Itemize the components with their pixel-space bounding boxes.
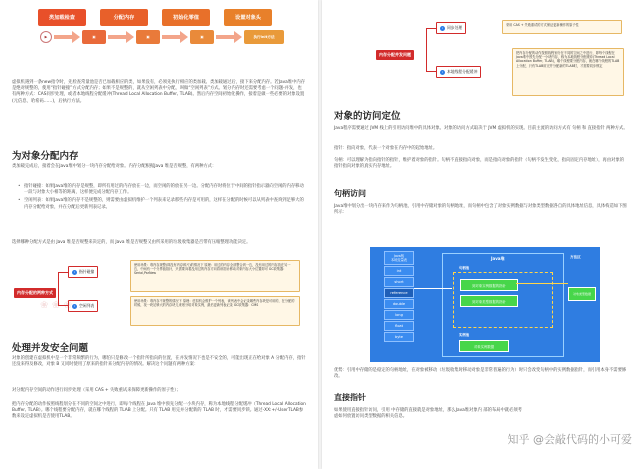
stack-cell: int	[384, 266, 414, 276]
stack-cell: byte	[384, 332, 414, 342]
stack-cell: short	[384, 277, 414, 287]
flow-step-set-header: 设置对象头	[224, 9, 272, 26]
mindmap-leaf-tlab: 把内存分配的动作按照线程划分在不同的空间之中进行，即每个线程在Java堆中预先分配一小块内存，称为本地线程分配缓冲(Thread Local Allocation Buffer, TLAB)，哪个线程要分配内存，就在哪个线程的TLAB上分配，只有TLAB用完并分配新的TLAB时，才需要同步锁定	[512, 48, 624, 96]
method-area-label: 方法区	[570, 255, 581, 259]
handle-pool-box	[453, 272, 553, 328]
info-icon: i	[72, 270, 77, 275]
flow-box-3: ▣	[190, 30, 214, 44]
flow-arrow-icon	[162, 31, 188, 43]
mindmap-leaf-pointer-bump: 使用场景：堆内存规整(即没有内存碎片)的情况下 原理：用过的内存全部整合到一边，没有用过的内存放在另一边，中间有一个分界值指针，只需要向着没用过的内存方向将该指针移动对象内存大小位置即可 GC收集器：Serial,ParNew	[130, 260, 300, 292]
concurrency-paragraph-2: 对分配内存空间的动作进行同步处理（采用 CAS + 失败重试来保障更新操作的原子性）；	[12, 388, 181, 393]
section-title-access: 对象的访问定位	[334, 111, 401, 122]
mindmap-leaf-sync: 采用 CAS + 失败重试的方式保证更新操作的原子性	[502, 20, 622, 34]
pointer-to-type: 到对象类型数据的指针	[460, 295, 518, 307]
mindmap-leaf-free-list: 使用场景：堆内存不规整的情况下 原理：虚拟机会维护一个列表，该列表中会记录哪些内存块是可用的，在分配的时候，找一块足够大的内存块儿来划分给对象实例，最后更新列表记录 GC收集器：CMS	[130, 296, 300, 326]
mindmap-node-free-list: i 空闲列表	[68, 300, 98, 312]
stack-title: Java栈 本地变量表	[384, 251, 414, 265]
concurrency-mindmap	[334, 10, 628, 100]
type-data-box: 对象类型数据	[568, 287, 596, 301]
flow-box-2: ▣	[136, 30, 160, 44]
flow-arrow-icon	[216, 31, 242, 43]
mindmap-root: 内存分配的两种方式	[14, 288, 56, 298]
watermark: ❀ ❀ ❀	[40, 300, 73, 311]
java-heap-area	[442, 253, 564, 357]
bullet-free-list: • 空闲列表：如果Java堆的内存不是规整的，则需要由虚拟机维护一个列表来记录那些内存是可用的，这样在分配的时候可以从列表中查询到足够大的内存分配给对象，并在分配后更新列表记录。	[18, 198, 306, 210]
instance-pool-label: 实例池	[459, 333, 470, 337]
bullet-pointer-bump: • 指针碰撞：如果Java堆的内存是规整，即所有用过的内存放在一边，而空闲的的放在另一边。分配内存时将位于中间的指针指示器向空闲的内存移动一段与对象大小相等的距离，这样便完成分配内存工作。	[18, 184, 306, 196]
flow-step-zero-init: 初始化零值	[162, 9, 210, 26]
mindmap-node-tlab: i 本地线程分配缓冲	[436, 66, 481, 78]
mindmap-root: 内存分配并发问题	[376, 50, 414, 60]
access-paragraph-1: Java程序需要通过 JVM 栈上的引用访问堆中的具体对象。对象的访问方式取决于 JVM 虚拟机的实现。目前主流的访问方式有 句柄 和 直接指针 两种方式。	[334, 126, 628, 131]
flow-step-allocate-memory: 分配内存	[100, 9, 148, 26]
access-paragraph-2: 指针：指向对象，代表一个对象在内存中的起始地址。	[334, 146, 438, 151]
handle-paragraph: Java堆中划分出一块内存来作为句柄池，引用中存储对象的句柄地址，而句柄中包含了对象实例数据与对象类型数据各自的具体地址信息，具体构造如下图所示：	[334, 204, 627, 216]
stack-cell-reference: reference	[384, 288, 414, 298]
stack-cell: long	[384, 310, 414, 320]
mindmap-node-pointer-bump: i 指针碰撞	[68, 266, 98, 278]
section-title-handle: 句柄访问	[334, 189, 366, 198]
pointer-to-instance: 到对象实例数据的指针	[460, 279, 518, 291]
stack-cell: float	[384, 321, 414, 331]
handle-pool-label: 句柄池	[459, 266, 470, 270]
section-title-allocate: 为对象分配内存	[12, 151, 79, 162]
flow-end-init: 执行init方法	[244, 30, 284, 44]
info-icon: i	[440, 70, 445, 75]
brand-watermark: 知乎 @会敲代码的小可爱	[507, 433, 632, 446]
mindmap-connector	[426, 28, 436, 72]
advantage-paragraph: 优势：引用中存储的是稳定的句柄地址，在对象被移动（垃圾收集时移动对象是非常普遍的行为）时只会改变句柄中的实例数据指针，而引用本身不需要修改。	[334, 368, 627, 380]
right-page	[322, 0, 640, 469]
flow-arrow-icon	[108, 31, 134, 43]
flow-start-icon: ▶	[40, 31, 52, 43]
left-page	[0, 0, 318, 469]
mindmap-node-sync: i 同步处理	[436, 22, 466, 34]
allocation-bullet-list	[18, 184, 306, 213]
java-stack-column	[384, 251, 414, 343]
intro-paragraph: 虚拟机遇到一条new指令时，先检查常量池是否已加载相应的类，如果没有，必须先执行相应的类加载。类加载通过后，接下来分配内存。若Java堆中内存是绝对规整的，使用“指针碰撞”方式分配内存；如果不是规整的，就从空闲列表中分配，叫做“空闲列表”方式。划分内存时还需要考虑一个问题-并发，也有两种方式：CAS同步处理，或者本地线程分配缓冲(Thread Local Allocation Buffer, TLAB)。然后内存空间初始化操作，接着是做一些必要的对象设置(元信息、哈希码……)，后执行方法。	[12, 80, 305, 104]
flow-step-class-check: 类加载检查	[38, 9, 86, 26]
type-pointer-arrow	[516, 283, 568, 284]
direct-paragraph: 如果使用直接指针访问，引用 中存储的直接就是对象地址，那么Java堆对象内 部的布局中就必须考虑如何放置访问类型数据的相关信息。	[334, 408, 522, 420]
flow-arrow-icon	[54, 31, 80, 43]
handle-access-diagram	[370, 247, 600, 362]
flow-box-1: ▣	[82, 30, 106, 44]
info-icon: i	[440, 26, 445, 31]
access-paragraph-3: 句柄：可以理解为指向指针的指针，维护着对象的指针。句柄不直接指向对象，而是指向对象的指针（句柄不发生变化，指向固定内存地址），再由对象的指针指向对象的真实内存地址。	[334, 158, 625, 170]
heap-title: Java堆	[491, 256, 505, 261]
concurrency-paragraph-3: 把内存分配的动作按照线程划分在不同的空间之中进行，即每个线程在 Java 堆中预先分配一小块内存，称为本地线程分配缓冲（Thread Local Allocation Buffer, TLAB）。哪个线程要分配内存，就在哪个线程的 TLAB 上分配。只有 TLAB 用完并分配新的 TLAB 时，才需要同步锁。通过-XX:+/-UserTLAB参数来设定虚拟机是否使用TLAB。	[12, 402, 306, 420]
choice-paragraph: 选择哪种分配方式是由 Java 堆是否规整来决定的，而 Java 堆是否规整又由所采用的垃圾收集器是否带有压缩整理功能决定。	[12, 240, 251, 245]
instance-data-box: 对象实例数据	[459, 340, 509, 352]
section-title-concurrency: 处理并发安全问题	[12, 343, 89, 354]
info-icon: i	[72, 304, 77, 309]
section-intro: 类加载完成后，接着会在Java堆中划分一块内存分配给对象。内存分配根据Java 堆是否规整，有两种方式：	[12, 164, 217, 169]
object-creation-flow-diagram	[38, 9, 284, 75]
stack-cell: double	[384, 299, 414, 309]
section-title-direct: 直接指针	[334, 393, 366, 402]
reference-arrow	[414, 288, 452, 289]
concurrency-paragraph-1: 对象的创建在虚拟机中是一个非常频繁的行为，哪怕只是修改一个指针所指向的位置，在并发情况下也是不安全的，可能出现正在给对象 A 分配内存，指针还没来得及修改，对象 B 又同时使用了原来的指针来分配内存的情况。解决这个问题有两种方案：	[12, 356, 306, 368]
allocation-mindmap	[12, 260, 306, 330]
